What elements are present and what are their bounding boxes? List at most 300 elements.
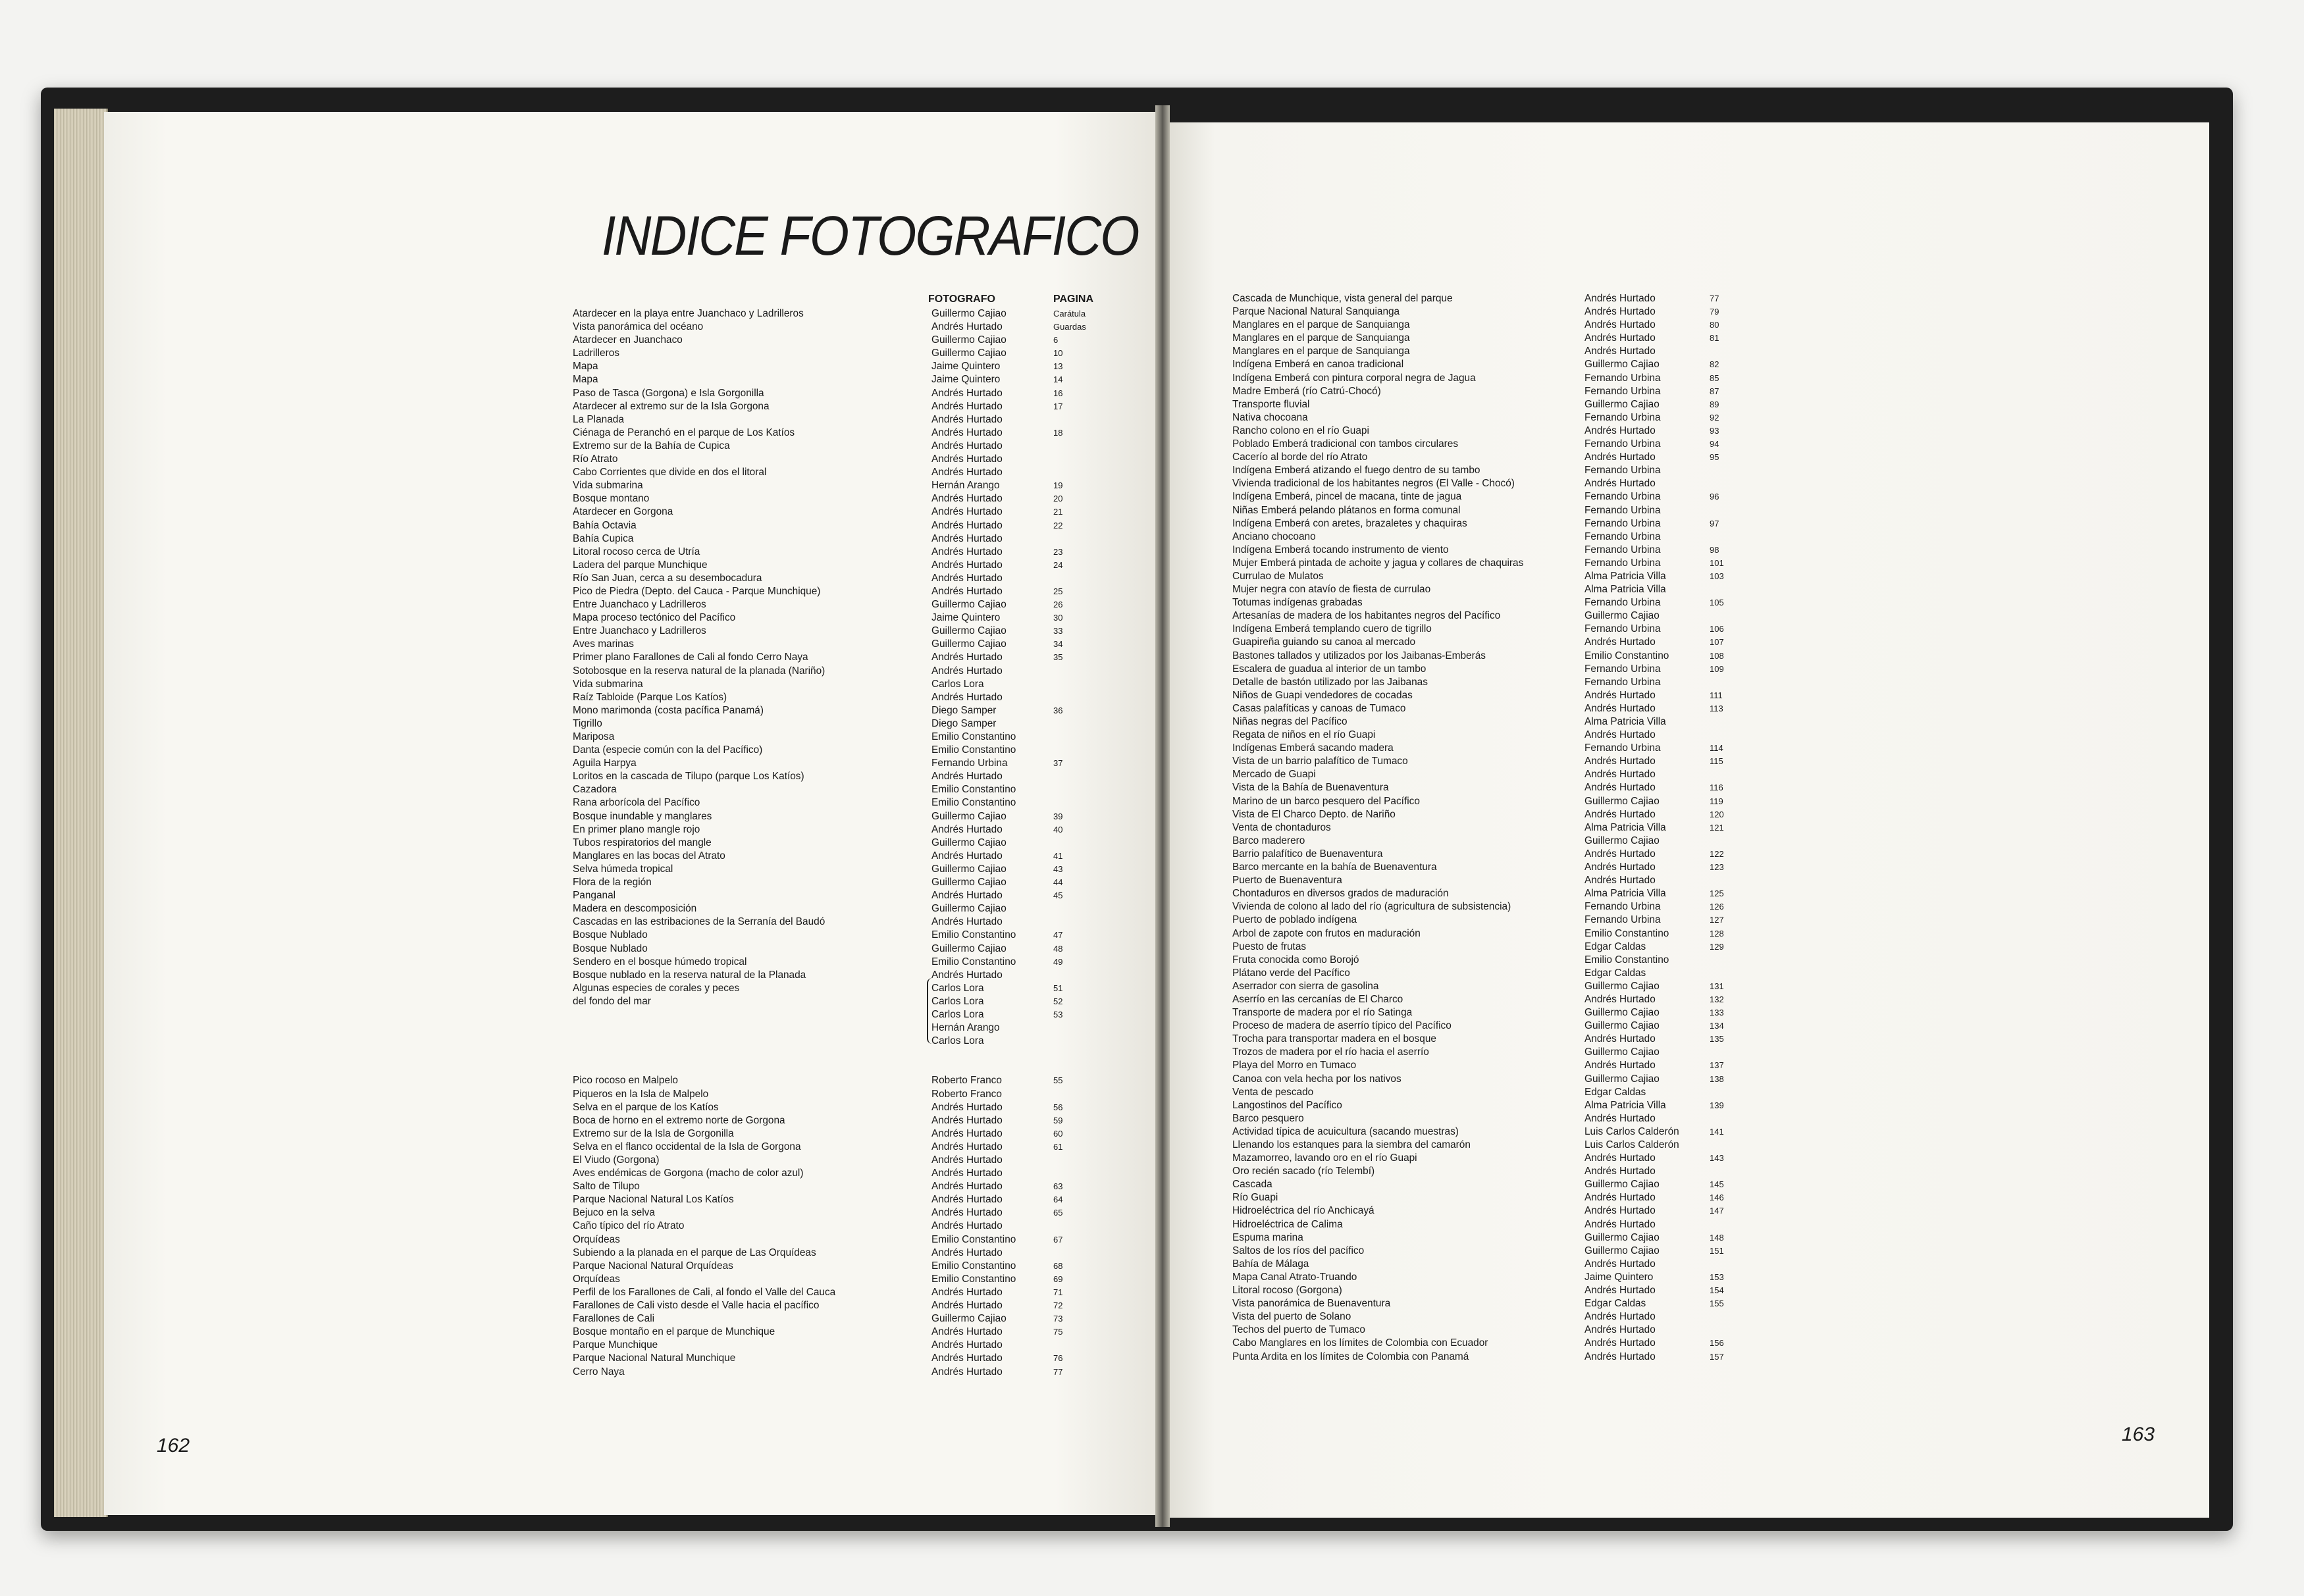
entry-description: Parque Nacional Natural Munchique (573, 1352, 736, 1364)
page-edges (54, 109, 108, 1517)
entry-description: Plátano verde del Pacífico (1232, 967, 1350, 979)
entry-page: 71 (1053, 1287, 1063, 1297)
entry-page: 143 (1710, 1153, 1724, 1164)
entry-description: Parque Nacional Natural Los Katíos (573, 1194, 734, 1206)
entry-description: En primer plano mangle rojo (573, 823, 700, 835)
entry-photographer: Fernando Urbina (1584, 465, 1661, 476)
entry-description: Tigrillo (573, 717, 602, 729)
entry-description: Casas palafíticas y canoas de Tumaco (1232, 702, 1406, 714)
entry-page: 134 (1710, 1021, 1724, 1031)
entry-page: 95 (1710, 452, 1719, 463)
entry-page: 22 (1053, 520, 1063, 530)
entry-description: Poblado Emberá tradicional con tambos circulares (1232, 438, 1459, 450)
entry-description: Río Atrato (573, 453, 618, 465)
entry-photographer: Jaime Quintero (931, 361, 1001, 373)
entry-description: Boca de horno en el extremo norte de Gorgona (573, 1114, 785, 1126)
entry-photographer: Emilio Constantino (931, 784, 1016, 796)
entry-description: Ladrilleros (573, 348, 620, 359)
entry-photographer: Andrés Hurtado (1584, 689, 1656, 701)
entry-page: 6 (1053, 335, 1059, 346)
entry-description: Atardecer en Juanchaco (573, 334, 683, 346)
entry-page: 153 (1710, 1272, 1724, 1282)
entry-photographer: Andrés Hurtado (931, 546, 1003, 557)
entry-description: Parque Nacional Natural Orquídeas (573, 1260, 733, 1272)
entry-description: Bosque nublado en la reserva natural de la Planada (573, 969, 806, 981)
entry-page: 73 (1053, 1314, 1063, 1324)
entry-photographer: Andrés Hurtado (1584, 346, 1656, 357)
left-page (104, 112, 1161, 1515)
entry-photographer: Roberto Franco (931, 1088, 1002, 1100)
entry-photographer: Fernando Urbina (931, 758, 1008, 769)
entry-photographer: Fernando Urbina (1584, 438, 1661, 450)
entry-description: Tubos respiratorios del mangle (573, 837, 712, 848)
entry-page: 139 (1710, 1100, 1724, 1110)
entry-page: 82 (1710, 359, 1719, 370)
entry-page: 126 (1710, 902, 1724, 912)
entry-description: Bosque Nublado (573, 929, 648, 941)
photographer-column-header: FOTOGRAFO (928, 294, 995, 305)
entry-photographer: Andrés Hurtado (931, 1352, 1003, 1364)
entry-page: 116 (1710, 783, 1723, 793)
entry-description: Venta de pescado (1232, 1086, 1314, 1098)
entry-photographer: Guillermo Cajiao (931, 308, 1007, 319)
entry-photographer: Fernando Urbina (1584, 504, 1661, 516)
entry-photographer: Andrés Hurtado (1584, 332, 1656, 344)
entry-description: Hidroeléctrica de Calima (1232, 1218, 1343, 1230)
book-gutter (1155, 105, 1170, 1527)
entry-description: Indígena Emberá con pintura corporal negra de Jagua (1232, 372, 1476, 384)
entry-photographer: Guillermo Cajiao (931, 903, 1007, 915)
entry-photographer: Carlos Lora (931, 995, 984, 1007)
entry-photographer: Andrés Hurtado (1584, 993, 1656, 1005)
entry-page: 79 (1710, 307, 1719, 317)
entry-photographer: Guillermo Cajiao (931, 348, 1007, 359)
entry-photographer: Diego Samper (931, 717, 997, 729)
entry-photographer: Guillermo Cajiao (931, 863, 1007, 875)
entry-page: 24 (1053, 559, 1063, 570)
entry-description: Atardecer en Gorgona (573, 506, 673, 518)
entry-description: Puerto de Buenaventura (1232, 875, 1342, 887)
entry-photographer: Carlos Lora (931, 1008, 984, 1020)
entry-description: Saltos de los ríos del pacífico (1232, 1245, 1365, 1256)
entry-description: Indígenas Emberá sacando madera (1232, 742, 1394, 754)
entry-page: 94 (1710, 439, 1719, 450)
entry-page: 52 (1053, 996, 1063, 1006)
entry-photographer: Andrés Hurtado (1584, 1218, 1656, 1230)
entry-page: 23 (1053, 546, 1063, 557)
entry-description: Entre Juanchaco y Ladrilleros (573, 625, 706, 637)
entry-page: 33 (1053, 626, 1063, 636)
entry-description: Mazamorreo, lavando oro en el río Guapi (1232, 1152, 1417, 1164)
entry-description: Cascada de Munchique, vista general del parque (1232, 293, 1453, 304)
entry-description: Mapa Canal Atrato-Truando (1232, 1271, 1357, 1283)
entry-page: 137 (1710, 1060, 1724, 1071)
entry-page: 14 (1053, 374, 1063, 385)
entry-page: 121 (1710, 822, 1724, 833)
entry-page: 148 (1710, 1232, 1724, 1243)
entry-photographer: Carlos Lora (931, 678, 984, 690)
entry-description: Escalera de guadua al interior de un tambo (1232, 663, 1427, 675)
entry-description: Mercado de Guapi (1232, 769, 1316, 781)
entry-photographer: Guillermo Cajiao (1584, 1007, 1660, 1019)
entry-description: Vista de El Charco Depto. de Nariño (1232, 808, 1396, 820)
entry-page: 141 (1710, 1126, 1724, 1137)
entry-photographer: Emilio Constantino (931, 929, 1016, 941)
entry-page: 47 (1053, 930, 1063, 940)
entry-description: Llenando los estanques para la siembra del camarón (1232, 1139, 1471, 1150)
entry-description: Playa del Morro en Tumaco (1232, 1060, 1357, 1071)
entry-description: Orquídeas (573, 1273, 620, 1285)
entry-description: Totumas indígenas grabadas (1232, 597, 1363, 609)
entry-page: 36 (1053, 705, 1063, 715)
entry-photographer: Andrés Hurtado (931, 1114, 1003, 1126)
entry-photographer: Andrés Hurtado (931, 559, 1003, 571)
entry-photographer: Fernando Urbina (1584, 517, 1661, 529)
entry-page: 87 (1710, 386, 1719, 396)
entry-photographer: Guillermo Cajiao (931, 625, 1007, 637)
entry-description: Atardecer en la playa entre Juanchaco y Ladrilleros (573, 308, 804, 319)
entry-photographer: Andrés Hurtado (931, 413, 1003, 425)
entry-photographer: Emilio Constantino (931, 956, 1016, 967)
entry-description: Sendero en el bosque húmedo tropical (573, 956, 747, 967)
entry-description: Anciano chocoano (1232, 530, 1316, 542)
entry-description: Transporte fluvial (1232, 398, 1310, 410)
entry-page: 59 (1053, 1115, 1063, 1125)
entry-photographer: Emilio Constantino (931, 1260, 1016, 1272)
entry-photographer: Fernando Urbina (1584, 544, 1661, 555)
entry-description: Mapa (573, 361, 598, 373)
entry-photographer: Fernando Urbina (1584, 557, 1661, 569)
entry-photographer: Guillermo Cajiao (1584, 1020, 1660, 1032)
entry-description: Bosque montaño en el parque de Munchique (573, 1326, 775, 1338)
entry-description: Trocha para transportar madera en el bosque (1232, 1033, 1436, 1045)
entry-description: Bosque montano (573, 493, 650, 505)
entry-photographer: Andrés Hurtado (1584, 1351, 1656, 1362)
entry-photographer: Guillermo Cajiao (931, 837, 1007, 848)
entry-photographer: Hernán Arango (931, 1022, 1000, 1034)
entry-photographer: Guillermo Cajiao (931, 1313, 1007, 1325)
entry-description: Perfil de los Farallones de Cali, al fondo el Valle del Cauca (573, 1286, 836, 1298)
entry-description: Barco pesquero (1232, 1112, 1304, 1124)
entry-photographer: Andrés Hurtado (1584, 1152, 1656, 1164)
entry-photographer: Guillermo Cajiao (1584, 1179, 1660, 1191)
entry-description: del fondo del mar (573, 995, 651, 1007)
entry-description: El Viudo (Gorgona) (573, 1154, 660, 1166)
entry-description: Currulao de Mulatos (1232, 570, 1324, 582)
entry-description: Río Guapi (1232, 1192, 1278, 1204)
entry-page: 128 (1710, 928, 1724, 939)
entry-photographer: Andrés Hurtado (931, 823, 1003, 835)
entry-description: Cabo Corrientes que divide en dos el litoral (573, 467, 767, 478)
entry-description: Litoral rocoso cerca de Utría (573, 546, 700, 557)
entry-description: Aserrador con sierra de gasolina (1232, 980, 1379, 992)
entry-description: Farallones de Cali (573, 1313, 655, 1325)
entry-description: Canoa con vela hecha por los nativos (1232, 1073, 1401, 1085)
entry-description: Parque Nacional Natural Sanquianga (1232, 306, 1400, 318)
entry-page: 125 (1710, 888, 1724, 899)
entry-photographer: Guillermo Cajiao (931, 810, 1007, 822)
entry-page: 20 (1053, 494, 1063, 504)
entry-page: 122 (1710, 848, 1724, 859)
entry-description: Detalle de bastón utilizado por las Jaibanas (1232, 676, 1428, 688)
entry-page: 106 (1710, 624, 1724, 634)
entry-description: Artesanías de madera de los habitantes negros del Pacífico (1232, 610, 1501, 622)
entry-photographer: Andrés Hurtado (931, 890, 1003, 902)
entry-page: 132 (1710, 994, 1724, 1004)
entry-description: Entre Juanchaco y Ladrilleros (573, 599, 706, 611)
entry-photographer: Guillermo Cajiao (1584, 1046, 1660, 1058)
entry-description: Trozos de madera por el río hacia el aserrío (1232, 1046, 1429, 1058)
entry-photographer: Andrés Hurtado (931, 1220, 1003, 1232)
entry-photographer: Guillermo Cajiao (1584, 980, 1660, 992)
entry-photographer: Andrés Hurtado (1584, 1258, 1656, 1270)
right-page-number: 163 (2122, 1424, 2155, 1445)
entry-photographer: Andrés Hurtado (931, 440, 1003, 451)
entry-description: Rancho colono en el río Guapi (1232, 425, 1369, 436)
entry-photographer: Roberto Franco (931, 1075, 1002, 1087)
entry-description: Guapireña guiando su canoa al mercado (1232, 636, 1416, 648)
entry-page: 131 (1710, 981, 1724, 991)
entry-photographer: Andrés Hurtado (1584, 729, 1656, 741)
entry-photographer: Andrés Hurtado (1584, 808, 1656, 820)
entry-page: 49 (1053, 956, 1063, 967)
entry-page: 65 (1053, 1208, 1063, 1218)
entry-photographer: Guillermo Cajiao (931, 942, 1007, 954)
entry-photographer: Guillermo Cajiao (1584, 1231, 1660, 1243)
entry-photographer: Andrés Hurtado (1584, 319, 1656, 331)
entry-photographer: Andrés Hurtado (931, 1326, 1003, 1338)
entry-photographer: Jaime Quintero (931, 612, 1001, 624)
entry-description: Primer plano Farallones de Cali al fondo Cerro Naya (573, 652, 808, 663)
page-title: INDICE FOTOGRAFICO (602, 205, 1139, 267)
entry-description: Salto de Tilupo (573, 1181, 640, 1193)
entry-description: Vida submarina (573, 480, 643, 492)
entry-page: 30 (1053, 613, 1063, 623)
entry-page: 18 (1053, 427, 1063, 438)
entry-photographer: Andrés Hurtado (931, 400, 1003, 412)
entry-page: 40 (1053, 824, 1063, 835)
entry-photographer: Fernando Urbina (1584, 901, 1661, 913)
entry-photographer: Andrés Hurtado (1584, 862, 1656, 873)
entry-photographer: Andrés Hurtado (1584, 306, 1656, 318)
entry-description: Selva en el parque de los Katíos (573, 1101, 719, 1113)
entry-photographer: Andrés Hurtado (931, 572, 1003, 584)
entry-photographer: Fernando Urbina (1584, 676, 1661, 688)
entry-photographer: Andrés Hurtado (931, 519, 1003, 531)
entry-photographer: Edgar Caldas (1584, 940, 1646, 952)
page-column-header: PAGINA (1053, 294, 1094, 305)
entry-description: Bejuco en la selva (573, 1207, 655, 1219)
entry-photographer: Andrés Hurtado (1584, 1285, 1656, 1297)
entry-page: 61 (1053, 1141, 1063, 1152)
entry-photographer: Alma Patricia Villa (1584, 888, 1666, 900)
entry-page: 133 (1710, 1008, 1724, 1018)
entry-description: Bosque inundable y manglares (573, 810, 712, 822)
entry-description: Langostinos del Pacífico (1232, 1099, 1342, 1111)
entry-page: 98 (1710, 544, 1719, 555)
entry-page: 43 (1053, 863, 1063, 874)
entry-description: Ciénaga de Peranchó en el parque de Los Katíos (573, 426, 795, 438)
entry-page: 151 (1710, 1245, 1724, 1256)
entry-photographer: Diego Samper (931, 704, 997, 716)
entry-description: Flora de la región (573, 877, 652, 888)
entry-photographer: Emilio Constantino (1584, 650, 1669, 661)
entry-page: 51 (1053, 983, 1063, 993)
entry-description: Parque Munchique (573, 1339, 658, 1351)
entry-description: Aves marinas (573, 638, 634, 650)
entry-photographer: Andrés Hurtado (1584, 1033, 1656, 1045)
entry-photographer: Andrés Hurtado (1584, 1337, 1656, 1349)
entry-photographer: Emilio Constantino (931, 1233, 1016, 1245)
entry-page: 55 (1053, 1075, 1063, 1086)
entry-description: Techos del puerto de Tumaco (1232, 1324, 1365, 1336)
entry-photographer: Andrés Hurtado (931, 1168, 1003, 1179)
entry-description: Manglares en las bocas del Atrato (573, 850, 725, 862)
entry-page: 75 (1053, 1327, 1063, 1337)
entry-photographer: Andrés Hurtado (1584, 1311, 1656, 1323)
entry-photographer: Andrés Hurtado (931, 1286, 1003, 1298)
entry-description: Ladera del parque Munchique (573, 559, 708, 571)
entry-photographer: Andrés Hurtado (931, 321, 1003, 333)
entry-photographer: Emilio Constantino (931, 731, 1016, 742)
entry-description: Mapa proceso tectónico del Pacífico (573, 612, 736, 624)
entry-page: 41 (1053, 850, 1063, 861)
entry-description: Puerto de poblado indígena (1232, 914, 1357, 926)
entry-description: Vista panorámica del océano (573, 321, 704, 333)
entry-page: 123 (1710, 862, 1724, 873)
entry-description: Cabo Manglares en los límites de Colombia con Ecuador (1232, 1337, 1488, 1349)
entry-photographer: Andrés Hurtado (1584, 1192, 1656, 1204)
entry-page: 80 (1710, 320, 1719, 330)
entry-photographer: Andrés Hurtado (931, 1300, 1003, 1312)
entry-page: 53 (1053, 1009, 1063, 1019)
entry-description: Cascadas en las estribaciones de la Serranía del Baudó (573, 916, 825, 928)
entry-photographer: Andrés Hurtado (931, 1141, 1003, 1152)
entry-description: Arbol de zapote con frutos en maduración (1232, 927, 1421, 939)
entry-page: 89 (1710, 399, 1719, 409)
entry-description: Mujer negra con atavío de fiesta de currulao (1232, 584, 1431, 596)
entry-page: 145 (1710, 1179, 1724, 1190)
entry-photographer: Guillermo Cajiao (1584, 1245, 1660, 1256)
entry-description: La Planada (573, 413, 624, 425)
entry-page: 105 (1710, 598, 1724, 608)
entry-page: 154 (1710, 1285, 1724, 1296)
entry-description: Aguila Harpya (573, 758, 637, 769)
entry-photographer: Andrés Hurtado (931, 585, 1003, 597)
entry-photographer: Andrés Hurtado (1584, 756, 1656, 767)
entry-description: Niños de Guapi vendedores de cocadas (1232, 689, 1413, 701)
entry-description: Indígena Emberá en canoa tradicional (1232, 359, 1404, 371)
entry-page: 156 (1710, 1338, 1724, 1349)
entry-page: 60 (1053, 1128, 1063, 1139)
entry-photographer: Alma Patricia Villa (1584, 821, 1666, 833)
entry-photographer: Fernando Urbina (1584, 663, 1661, 675)
entry-photographer: Jaime Quintero (1584, 1271, 1654, 1283)
entry-page: 113 (1710, 703, 1723, 713)
entry-description: Vista de un barrio palafítico de Tumaco (1232, 756, 1408, 767)
entry-description: Vida submarina (573, 678, 643, 690)
entry-page: 35 (1053, 652, 1063, 663)
entry-page: 19 (1053, 480, 1063, 491)
entry-description: Nativa chocoana (1232, 411, 1308, 423)
coral-group-brace (927, 978, 935, 1044)
entry-description: Sotobosque en la reserva natural de la planada (Nariño) (573, 665, 825, 677)
entry-description: Cacerío al borde del río Atrato (1232, 451, 1368, 463)
entry-photographer: Emilio Constantino (931, 1273, 1016, 1285)
entry-description: Puesto de frutas (1232, 940, 1307, 952)
entry-photographer: Andrés Hurtado (931, 1339, 1003, 1351)
entry-description: Vivienda tradicional de los habitantes negros (El Valle - Chocó) (1232, 478, 1515, 490)
entry-photographer: Alma Patricia Villa (1584, 1099, 1666, 1111)
entry-photographer: Andrés Hurtado (931, 1194, 1003, 1206)
entry-photographer: Guillermo Cajiao (931, 334, 1007, 346)
entry-photographer: Emilio Constantino (931, 797, 1016, 809)
entry-description: Bosque Nublado (573, 942, 648, 954)
entry-description: Chontaduros en diversos grados de maduración (1232, 888, 1449, 900)
entry-photographer: Fernando Urbina (1584, 491, 1661, 503)
entry-description: Pico rocoso en Malpelo (573, 1075, 678, 1087)
entry-page: 119 (1710, 796, 1723, 806)
entry-page: 48 (1053, 943, 1063, 954)
entry-description: Indígena Emberá tocando instrumento de viento (1232, 544, 1449, 555)
entry-page: 37 (1053, 758, 1063, 769)
entry-page: 103 (1710, 571, 1724, 581)
entry-description: Mapa (573, 374, 598, 386)
entry-description: Niñas negras del Pacífico (1232, 716, 1348, 727)
entry-description: Subiendo a la planada en el parque de Las Orquídeas (573, 1247, 816, 1258)
entry-description: Indígena Emberá atizando el fuego dentro de su tambo (1232, 465, 1480, 476)
entry-description: Oro recién sacado (río Telembí) (1232, 1166, 1375, 1177)
entry-photographer: Fernando Urbina (1584, 597, 1661, 609)
entry-description: Vivienda de colono al lado del río (agricultura de subsistencia) (1232, 901, 1511, 913)
entry-photographer: Andrés Hurtado (1584, 478, 1656, 490)
entry-description: Paso de Tasca (Gorgona) e Isla Gorgonilla (573, 387, 764, 399)
entry-page: 101 (1710, 557, 1724, 568)
entry-photographer: Guillermo Cajiao (1584, 398, 1660, 410)
entry-page: 81 (1710, 333, 1719, 344)
entry-photographer: Edgar Caldas (1584, 967, 1646, 979)
entry-photographer: Andrés Hurtado (1584, 769, 1656, 781)
entry-description: Regata de niños en el río Guapi (1232, 729, 1376, 741)
entry-photographer: Andrés Hurtado (931, 850, 1003, 862)
entry-page: 17 (1053, 401, 1063, 411)
entry-photographer: Emilio Constantino (1584, 927, 1669, 939)
entry-photographer: Luis Carlos Calderón (1584, 1125, 1679, 1137)
entry-photographer: Fernando Urbina (1584, 742, 1661, 754)
right-page (1163, 122, 2209, 1518)
entry-photographer: Andrés Hurtado (1584, 875, 1656, 887)
entry-page: 155 (1710, 1299, 1724, 1309)
entry-page: 68 (1053, 1260, 1063, 1271)
entry-photographer: Andrés Hurtado (931, 1127, 1003, 1139)
entry-description: Mariposa (573, 731, 615, 742)
entry-photographer: Alma Patricia Villa (1584, 716, 1666, 727)
entry-photographer: Emilio Constantino (931, 744, 1016, 756)
entry-photographer: Alma Patricia Villa (1584, 570, 1666, 582)
entry-description: Barco mercante en la bahía de Buenaventura (1232, 862, 1437, 873)
entry-photographer: Guillermo Cajiao (1584, 835, 1660, 846)
entry-description: Río San Juan, cerca a su desembocadura (573, 572, 762, 584)
entry-description: Bahía Cupica (573, 532, 634, 544)
entry-photographer: Andrés Hurtado (931, 771, 1003, 783)
entry-description: Actividad típica de acuicultura (sacando muestras) (1232, 1125, 1459, 1137)
entry-photographer: Guillermo Cajiao (1584, 1073, 1660, 1085)
entry-description: Caño típico del río Atrato (573, 1220, 685, 1232)
entry-page: 97 (1710, 518, 1719, 528)
entry-page: Carátula (1053, 309, 1086, 319)
entry-page: 69 (1053, 1274, 1063, 1284)
entry-page: 39 (1053, 811, 1063, 821)
